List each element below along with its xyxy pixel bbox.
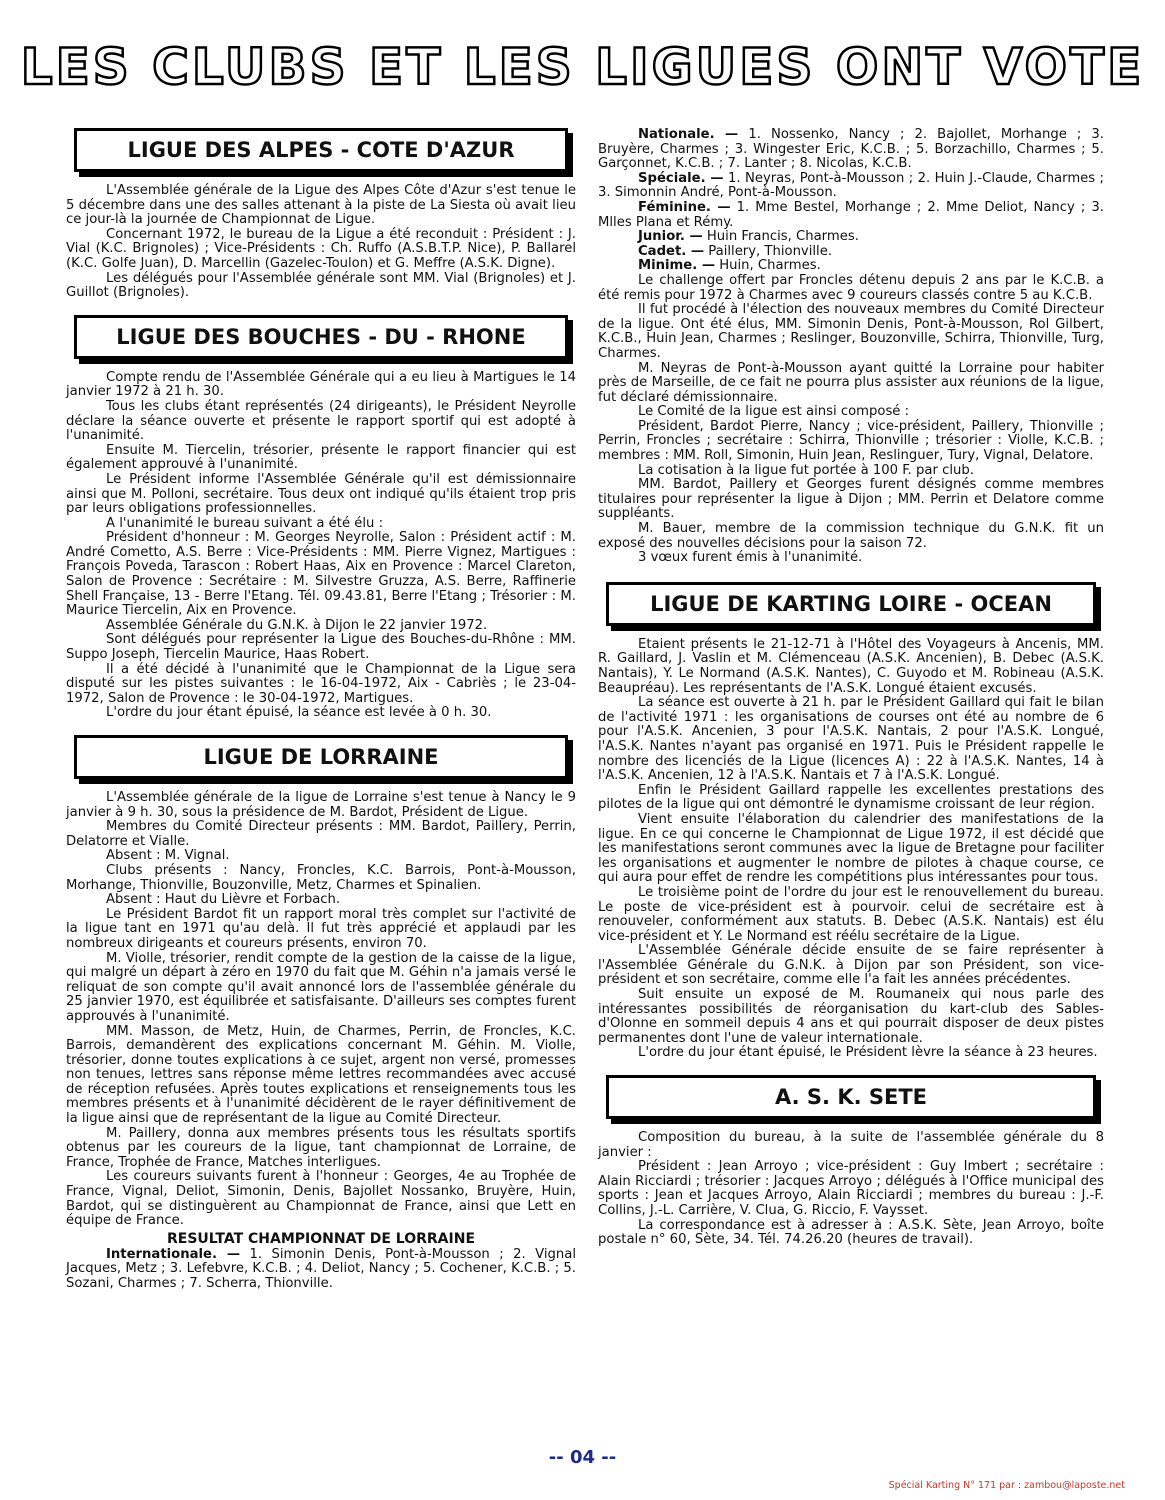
rhone-paragraph: Il a été décidé à l'unanimité que le Championnat de la Ligue sera disputé sur les pistes suivantes : le 16-04-1972, Aix - Cabriès ; le 23-04-1972, Salon de Provence : le 30-04-1972, Martigues. — [66, 661, 576, 706]
result-text: 1. Nossenko, Nancy ; 2. Bajollet, Morhange ; 3. Bruyère, Charmes ; 3. Wingester Eric, K.C.B. ; 5. Borzachillo, Charmes ; 5. Garçonnet, K.C.B. ; 7. Lanter ; 8. Nicolas, K.C.B. — [598, 127, 1104, 172]
rhone-paragraph: Sont délégués pour représenter la Ligue des Bouches-du-Rhône : MM. Suppo Joseph, Tiercelin Maurice, Haas Robert. — [66, 632, 576, 663]
lorraine-paragraph: Le Comité de la ligue est ainsi composé : — [638, 404, 910, 420]
loire-paragraph: Vient ensuite l'élaboration du calendrier des manifestations de la ligue. En ce qui concerne le Championnat de Ligue 1972, il est décidé que les manifestations seront communes avec la ligue de Bretagne pour faciliter les organisations et augmenter le nombre de pilotes à chaque course, ce qui aura pour effet de rendre les compétitions plus intéressantes pour tous. — [598, 811, 1104, 886]
lorraine-paragraph: Absent : Haut du Lièvre et Forbach. — [106, 892, 341, 908]
lorraine-paragraph: Le Président Bardot fit un rapport moral très complet sur l'activité de la ligue tant en 1971 qu'au delà. Il fut très apprécié et applaudi par les nombreux dirigeants et coureurs présents, environ 70. — [66, 906, 576, 951]
section-title-lorraine: LIGUE DE LORRAINE — [74, 735, 568, 779]
result-minime — [598, 259, 1104, 274]
rhone-paragraph: Assemblée Générale du G.N.K. à Dijon le 22 janvier 1972. — [106, 617, 488, 633]
alpes-paragraph: Les délégués pour l'Assemblée générale sont MM. Vial (Brignoles) et J. Guillot (Brignoles). — [66, 270, 576, 301]
loire-paragraph: Etaient présents le 21-12-71 à l'Hôtel des Voyageurs à Ancenis, MM. R. Gaillard, J. Vaslin et M. Clémenceau (A.S.K. Ancenien), B. Debec (A.S.K. Nantais), Y. Le Normand (A.S.K. Nantes), C. Guyodo et M. Robineau (A.S.K. Beaupréau). Les représentants de l'A.S.K. Longué étaient excusés. — [598, 636, 1104, 696]
lorraine-paragraph: M. Neyras de Pont-à-Mousson ayant quitté la Lorraine pour habiter près de Marseille, de ce fait ne pourra plus assister aux réunions de la ligue, fut déclaré démissionnaire. — [598, 360, 1104, 405]
section-title-sete: A. S. K. SETE — [606, 1075, 1096, 1119]
result-label: Cadet. — — [638, 243, 705, 259]
result-junior — [598, 230, 1104, 245]
result-national — [598, 128, 1104, 172]
result-label: Internationale. — — [106, 1246, 241, 1262]
result-international — [66, 1248, 576, 1292]
lorraine-paragraph: 3 vœux furent émis à l'unanimité. — [638, 550, 863, 566]
result-feminine — [598, 201, 1104, 230]
loire-paragraph: Suit ensuite un exposé de M. Roumaneix qui nous parle des intéressantes possibilités de réorganisation du kart-club des Sables-d'Olonne en sommeil depuis 4 ans et qui pourrait disposer de deux pistes permanentes dont l'une de valeur internationale. — [598, 987, 1104, 1046]
result-label: Nationale. — — [638, 127, 739, 142]
sete-paragraph: Président : Jean Arroyo ; vice-président : Guy Imbert ; secrétaire : Alain Ricciardi ; trésorier : Jacques Arroyo ; délégués à l'Office municipal des sports : Jean et Jacques Arroyo, Alain Ricciardi ; membres du bureau : J.-F. Collins, J.-L. Carrière, V. Clua, G. Riccio, F. Vaysset. — [598, 1159, 1104, 1218]
result-label: Minime. — — [638, 258, 716, 274]
footer-credit: Spécial Karting N° 171 par : zambou@laposte.net — [888, 1480, 1125, 1491]
rhone-paragraph: A l'unanimité le bureau suivant a été élu : — [106, 515, 384, 531]
lorraine-paragraph: L'Assemblée générale de la ligue de Lorraine s'est tenue à Nancy le 9 janvier à 9 h. 30, sous la présidence de M. Bardot, Président de Ligue. — [66, 790, 576, 820]
result-heading: RESULTAT CHAMPIONNAT DE LORRAINE — [166, 1230, 476, 1247]
loire-paragraph: L'Assemblée Générale décide ensuite de se faire représenter à l'Assemblée Générale du G.N.K. à Dijon par son Président, son vice-président et son secrétaire, comme elle l'a fait les années précédentes. — [598, 943, 1104, 988]
rhone-paragraph: Président d'honneur : M. Georges Neyrolle, Salon : Président actif : M. André Cometto, A.S. Berre : Vice-Présidents : MM. Pierre Vignez, Martigues : François Poveda, Tarascon : Robert Haas, Aix en Provence : Marcel Clareton, Salon de Provence : Secrétaire : M. Silvestre Gruzza, A.S. Berre, Raffinerie Shell Française, 13 - Berre l'Etang. Tél. 09.43.81, Berre l'Etang ; Trésorier : M. Maurice Tiercelin, Aix en Provence. — [66, 530, 576, 619]
result-text: 1. Mme Bestel, Morhange ; 2. Mme Deliot, Nancy ; 3. Mlles Plana et Rémy. — [598, 199, 1104, 230]
right-column — [598, 128, 1104, 1248]
result-label: Junior. — — [638, 229, 703, 245]
lorraine-paragraph: M. Paillery, donna aux membres présents tous les résultats sportifs obtenus par les coureurs de la ligue, tant championnat de Lorraine, de France, Trophée de France, Matches interligues. — [66, 1125, 576, 1170]
lorraine-paragraph: Clubs présents : Nancy, Froncles, K.C. Barrois, Pont-à-Mousson, Morhange, Thionville, Bouzonville, Metz, Charmes et Spinalien. — [66, 862, 576, 893]
lorraine-paragraph: Président, Bardot Pierre, Nancy ; vice-président, Paillery, Thionville ; Perrin, Froncles ; secrétaire : Schirra, Thionville ; trésorier : Violle, K.C.B. ; membres : MM. Roll, Simonin, Huin Jean, Reslinguer, Tury, Vignal, Delatore. — [598, 418, 1104, 464]
page-headline: LES CLUBS ET LES LIGUES ONT VOTE — [20, 38, 1145, 96]
left-column — [66, 128, 576, 1292]
result-label: Spéciale. — — [638, 170, 724, 186]
lorraine-paragraph: M. Violle, trésorier, rendit compte de la gestion de la caisse de la ligue, qui malgré un départ à zéro en 1970 du fait que M. Géhin n'a jamais versé le reliquat de son compte qu'il avait annoncé lors de l'assemblée générale du 25 janvier 1970, est équilibrée et satisfaisante. D'ailleurs ses comptes furent approuvés à l'unanimité. — [66, 950, 576, 1024]
rhone-paragraph: Compte rendu de l'Assemblée Générale qui a eu lieu à Martigues le 14 janvier 1972 à 21 h. 30. — [66, 369, 576, 400]
loire-paragraph: La séance est ouverte à 21 h. par le Président Gaillard qui fait le bilan de l'activité 1971 : les organisations de courses ont été au nombre de 6 pour l'A.S.K. Ancenien, 3 pour l'A.S.K. Nantais, 2 pour l'A.S.K. Longué, l'A.S.K. Nantes n'ayant pas organisé en 1971. Puis le Président rappelle le nombre des licenciés de la Ligue (licences A) : 22 à l'A.S.K. Nantes, 14 à l'A.S.K. Ancenien, 12 à l'A.S.K. Nantais et 7 à l'A.S.K. Longué. — [598, 695, 1104, 784]
loire-paragraph: Le troisième point de l'ordre du jour est le renouvellement du bureau. Le poste de vice-président est à pourvoir. celui de secrétaire est à renouveler, conformément aux statuts. B. Debec (A.S.K. Nantais) est élu vice-président et Y. Le Normand est réélu secrétaire de la Ligue. — [598, 884, 1104, 944]
lorraine-paragraph: Les coureurs suivants furent à l'honneur : Georges, 4e au Trophée de France, Vignal, Deliot, Simonin, Denis, Bajollet Nossanko, Bruyère, Huin, Bardot, qui se distinguèrent au Championnat de France, ainsi que Lett en équipe de France. — [66, 1169, 576, 1229]
result-text: Huin Francis, Charmes. — [706, 229, 859, 245]
rhone-paragraph: Le Président informe l'Assemblée Générale qu'il est démissionnaire ainsi que M. Polloni, secrétaire. Tous deux ont indiqué qu'ils étaient trop pris par leurs obligations professionnelles. — [66, 471, 576, 517]
lorraine-paragraph: Le challenge offert par Froncles détenu depuis 2 ans par le K.C.B. a été remis pour 1972 à Charmes avec 9 coureurs classés contre 5 au K.C.B. — [598, 272, 1104, 303]
rhone-paragraph: Tous les clubs étant représentés (24 dirigeants), le Président Neyrolle déclare la séance ouverte et présente le rapport sportif qui est adopté à l'unanimité. — [66, 398, 576, 444]
loire-paragraph: Enfin le Président Gaillard rappelle les excellentes prestations des pilotes de la ligue qui ont démontré le dynamisme croissant de leur région. — [598, 782, 1104, 813]
result-text: 1. Simonin Denis, Pont-à-Mousson ; 2. Vignal Jacques, Metz ; 3. Lefebvre, K.C.B. ; 4. Deliot, Nancy ; 5. Cochener, K.C.B. ; 5. Sozani, Charmes ; 7. Scherra, Thionville. — [66, 1246, 576, 1291]
result-label: Féminine. — — [638, 199, 731, 215]
rhone-paragraph: Ensuite M. Tiercelin, trésorier, présente le rapport financier qui est également approuvé à l'unanimité. — [66, 442, 576, 473]
page-number: -- 04 -- — [548, 1447, 617, 1468]
lorraine-paragraph: Membres du Comité Directeur présents : MM. Bardot, Paillery, Perrin, Delatorre et Vialle. — [66, 819, 576, 849]
result-text: Huin, Charmes. — [719, 258, 821, 274]
result-text: Paillery, Thionville. — [708, 243, 833, 259]
lorraine-paragraph: Il fut procédé à l'élection des nouveaux membres du Comité Directeur de la ligue. Ont été élus, MM. Simonin Denis, Pont-à-Mousson, Rol Gilbert, K.C.B., Huin Jean, Charmes ; Reslinger, Bouzonville, Schirra, Thionville, Turg, Charmes. — [598, 302, 1104, 361]
result-cadet — [598, 245, 1104, 260]
section-title-rhone: LIGUE DES BOUCHES - DU - RHONE — [74, 315, 568, 359]
rhone-paragraph: L'ordre du jour étant épuisé, la séance est levée à 0 h. 30. — [106, 705, 492, 721]
section-title-alpes: LIGUE DES ALPES - COTE D'AZUR — [74, 128, 568, 172]
lorraine-paragraph: MM. Bardot, Paillery et Georges furent désignés comme membres titulaires pour représenter la ligue à Dijon ; MM. Perrin et Delatore comme suppléants. — [598, 477, 1104, 522]
alpes-paragraph: L'Assemblée générale de la Ligue des Alpes Côte d'Azur s'est tenue le 5 décembre dans une des salles attenant à la piste de La Siesta où avait lieu ce jour-là la journée de Championnat de Ligue. — [66, 183, 576, 228]
lorraine-paragraph: M. Bauer, membre de la commission technique du G.N.K. fit un exposé des nouvelles décisions pour la saison 72. — [598, 521, 1104, 551]
section-title-loire: LIGUE DE KARTING LOIRE - OCEAN — [606, 582, 1096, 626]
lorraine-paragraph: MM. Masson, de Metz, Huin, de Charmes, Perrin, de Froncles, K.C. Barrois, demandèrent des explications concernant M. Géhin. M. Violle, trésorier, donne toutes explications à ce sujet, argent non versé, promesses non tenues, lettres sans réponse même lettres recommandées avec accusé de réception refusées. Après toutes explications et renseignements tous les membres présents et à l'unanimité décidèrent de le rayer définitivement de la ligue ainsi que de représentant de la ligue au Comité Directeur. — [66, 1023, 576, 1127]
loire-paragraph: L'ordre du jour étant épuisé, le Président lèvre la séance à 23 heures. — [638, 1045, 1098, 1061]
alpes-paragraph: Concernant 1972, le bureau de la Ligue a été reconduit : Président : J. Vial (K.C. Brignoles) ; Vice-Présidents : Ch. Ruffo (A.S.B.T.P. Nice), P. Ballarel (K.C. Golfe Juan), D. Marcellin (Gazelec-Toulon) et G. Meffre (A.S.K. Digne). — [66, 226, 576, 271]
sete-paragraph: Composition du bureau, à la suite de l'assemblée générale du 8 janvier : — [598, 1130, 1104, 1160]
lorraine-paragraph: Absent : M. Vignal. — [106, 848, 230, 864]
result-text: 1. Neyras, Pont-à-Mousson ; 2. Huin J.-Claude, Charmes ; 3. Simonnin André, Pont-à-Mousson. — [598, 170, 1104, 201]
sete-paragraph: La correspondance est à adresser à : A.S.K. Sète, Jean Arroyo, boîte postale n° 60, Sète, 34. Tél. 74.26.20 (heures de travail). — [598, 1217, 1104, 1248]
result-speciale — [598, 172, 1104, 201]
lorraine-paragraph: La cotisation à la ligue fut portée à 100 F. par club. — [638, 462, 974, 478]
